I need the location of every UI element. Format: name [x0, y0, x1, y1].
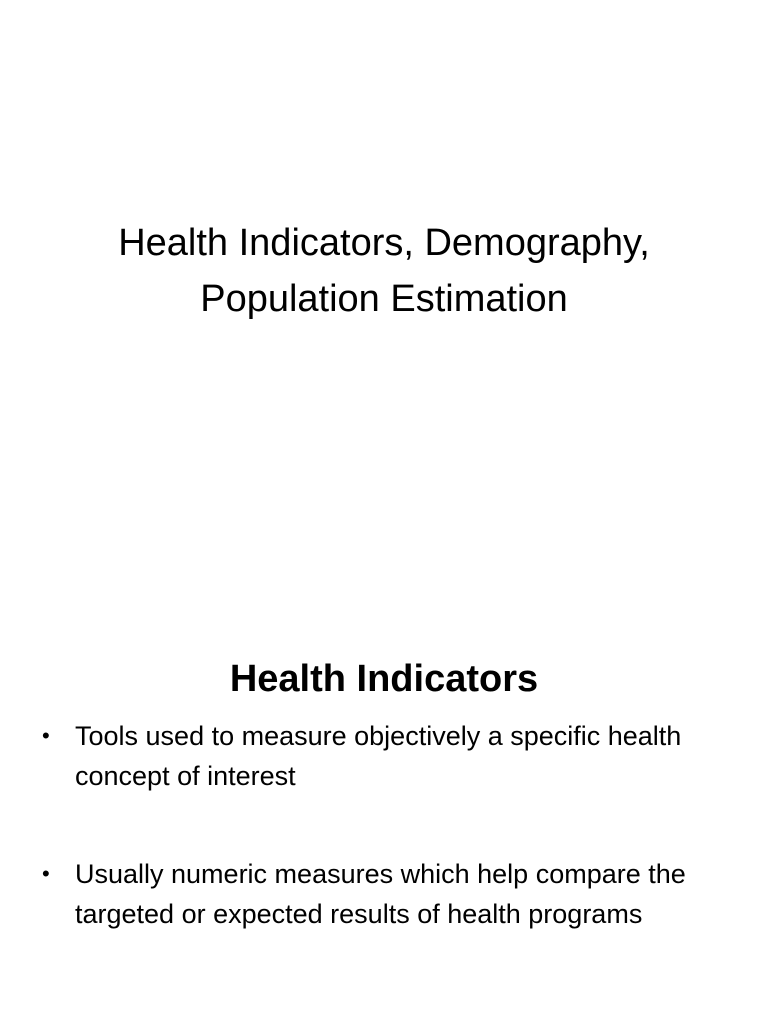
bullet-item [42, 854, 728, 934]
bullet-item [42, 716, 728, 796]
bullet-icon: • [42, 723, 50, 748]
slide-title: Health Indicators [229, 657, 539, 700]
bullet-text: Tools used to measure objectively a specific health concept of interest [75, 721, 682, 791]
bullet-text: Usually numeric measures which help compare the targeted or expected results of health programs [75, 859, 686, 929]
content-slide [0, 576, 768, 1024]
title-line: Health Indicators, Demography, [118, 222, 650, 265]
bullet-icon: • [42, 861, 50, 886]
bullet-list [42, 716, 728, 934]
presentation-title [40, 215, 728, 327]
title-line: Population Estimation [200, 278, 568, 321]
